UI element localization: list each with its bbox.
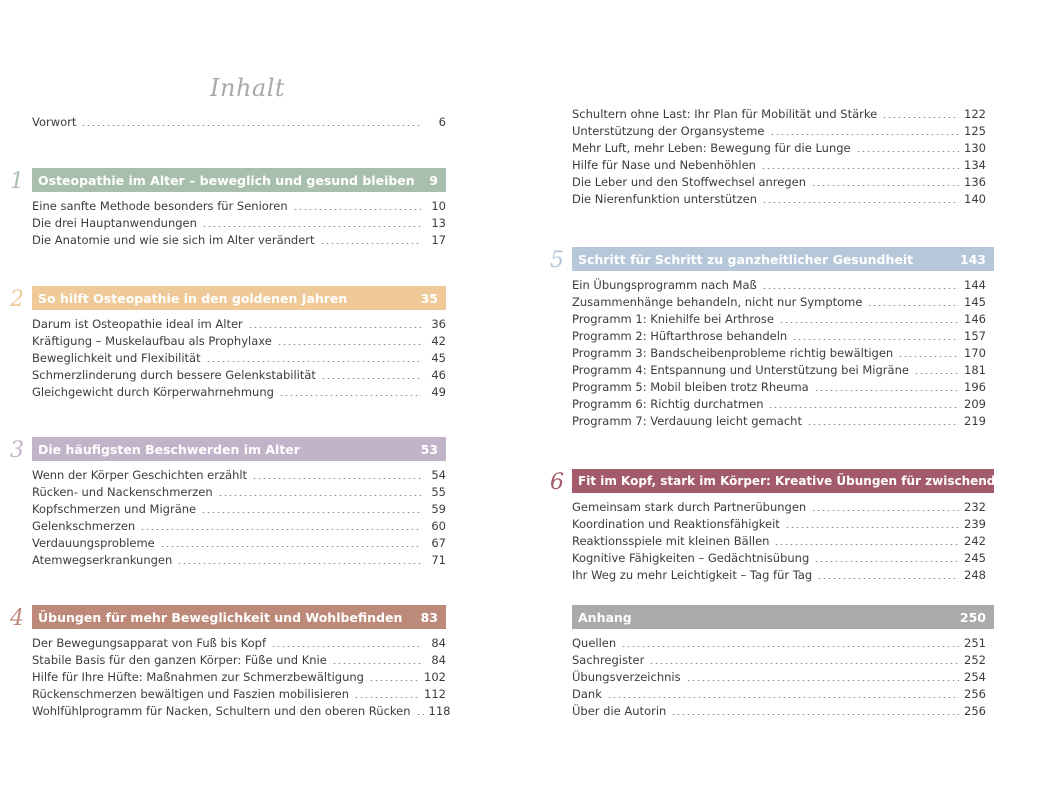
dot-leader	[621, 646, 959, 647]
entry-label: Zusammenhänge behandeln, nicht nur Symptome	[572, 295, 863, 309]
entry-label: Die Leber und den Stoffwechsel anregen	[572, 175, 806, 189]
dot-leader	[807, 424, 959, 425]
chapter-page: 250	[959, 609, 986, 625]
toc-entry[interactable]	[32, 633, 446, 650]
entry-page: 130	[964, 141, 986, 155]
toc-entry[interactable]	[572, 360, 986, 377]
entry-page: 181	[964, 363, 986, 377]
chapter-title: Fit im Kopf, stark im Körper: Kreative Übungen für zwischendurch	[578, 474, 1026, 488]
dot-leader	[867, 305, 959, 306]
dot-leader	[856, 151, 959, 152]
dot-leader	[369, 680, 419, 681]
entry-label: Eine sanfte Methode besonders für Senioren	[32, 199, 288, 213]
entry-page: 256	[964, 687, 986, 701]
entry-label: Sachregister	[572, 653, 645, 667]
entry-label: Schultern ohne Last: Ihr Plan für Mobilität und Stärke	[572, 107, 878, 121]
toc-entry[interactable]	[32, 667, 446, 684]
entry-label: Übungsverzeichnis	[572, 670, 681, 684]
entry-page: 59	[431, 502, 446, 516]
toc-entry[interactable]	[572, 411, 986, 428]
entry-label: Reaktionsspiele mit kleinen Bällen	[572, 534, 770, 548]
toc-entry[interactable]	[32, 465, 446, 482]
chapter-number: 4	[10, 606, 24, 631]
toc-entry[interactable]	[572, 189, 986, 206]
entry-page: 245	[964, 551, 986, 565]
entry-label: Hilfe für Nase und Nebenhöhlen	[572, 158, 756, 172]
entry-page: 46	[431, 368, 446, 382]
toc-entry[interactable]	[32, 516, 446, 533]
entry-label: Programm 6: Richtig durchatmen	[572, 397, 764, 411]
toc-entry[interactable]	[32, 213, 446, 230]
toc-entry[interactable]	[572, 121, 986, 138]
chapter-page: 35	[420, 290, 438, 306]
dot-leader	[779, 322, 959, 323]
toc-entry[interactable]	[572, 514, 986, 531]
chapter-heading-6[interactable]	[572, 469, 1051, 493]
entry-label: Die Anatomie und wie sie sich im Alter verändert	[32, 233, 315, 247]
toc-entry[interactable]	[32, 684, 446, 701]
entry-label: Mehr Luft, mehr Leben: Bewegung für die Lunge	[572, 141, 851, 155]
chapter-number: 5	[550, 248, 564, 273]
toc-right-column	[550, 0, 1051, 800]
toc-entry[interactable]	[572, 667, 986, 684]
chapter-heading-3[interactable]	[32, 437, 446, 461]
chapter-page: 9	[429, 172, 438, 188]
entry-label: Programm 3: Bandscheibenprobleme richtig bewältigen	[572, 346, 894, 360]
entry-page: 251	[964, 636, 986, 650]
chapter-page: 143	[959, 251, 986, 267]
dot-leader	[761, 168, 959, 169]
dot-leader	[814, 561, 959, 562]
entry-label: Ein Übungsprogramm nach Maß	[572, 278, 757, 292]
entry-page: 42	[431, 334, 446, 348]
dot-leader	[817, 578, 959, 579]
entry-label: Stabile Basis für den ganzen Körper: Füße und Knie	[32, 653, 327, 667]
dot-leader	[811, 185, 959, 186]
entry-page: 256	[964, 704, 986, 718]
entry-label: Atemwegserkrankungen	[32, 553, 173, 567]
dot-leader	[354, 697, 419, 698]
entry-page: 118	[428, 704, 451, 718]
toc-entry[interactable]	[32, 348, 446, 365]
entry-page: 67	[431, 536, 446, 550]
chapter-page: 83	[420, 609, 438, 625]
chapter-number: 2	[10, 287, 24, 312]
toc-entry[interactable]	[572, 275, 986, 292]
dot-leader	[649, 663, 959, 664]
toc-entry[interactable]	[32, 482, 446, 499]
entry-page: 122	[964, 107, 986, 121]
dot-leader	[279, 395, 421, 396]
entry-label: Unterstützung der Organsysteme	[572, 124, 765, 138]
entry-page: 6	[438, 115, 446, 129]
toc-entry[interactable]	[572, 684, 986, 701]
toc-entry[interactable]	[32, 499, 446, 516]
chapter-page: 231	[1025, 474, 1051, 488]
dot-leader	[898, 356, 959, 357]
entry-label: Die Nierenfunktion unterstützen	[572, 192, 758, 206]
dot-leader	[774, 544, 959, 545]
dot-leader	[248, 327, 421, 328]
toc-entry[interactable]	[572, 548, 986, 565]
toc-entry[interactable]	[32, 314, 446, 331]
chapter-title: Anhang	[578, 609, 632, 625]
entry-label: Programm 2: Hüftarthrose behandeln	[572, 329, 788, 343]
dot-leader	[321, 378, 421, 379]
toc-entry[interactable]	[572, 394, 986, 411]
chapter-heading-anhang[interactable]	[572, 605, 994, 629]
entry-page: 125	[964, 124, 986, 138]
toc-left-column	[10, 0, 451, 800]
entry-label: Ihr Weg zu mehr Leichtigkeit – Tag für Tag	[572, 568, 813, 582]
toc-entry[interactable]	[572, 565, 986, 582]
dot-leader	[762, 202, 959, 203]
entry-page: 102	[424, 670, 446, 684]
chapter-title: So hilft Osteopathie in den goldenen Jahren	[38, 290, 348, 306]
chapter-heading-1[interactable]	[32, 168, 446, 192]
entry-label: Beweglichkeit und Flexibilität	[32, 351, 201, 365]
dot-leader	[320, 243, 421, 244]
chapter-number: 3	[10, 438, 24, 463]
entry-label: Wenn der Körper Geschichten erzählt	[32, 468, 248, 482]
dot-leader	[332, 663, 421, 664]
chapter-title: Übungen für mehr Beweglichkeit und Wohlbefinden	[38, 609, 403, 625]
dot-leader	[140, 529, 421, 530]
entry-label: Gelenkschmerzen	[32, 519, 136, 533]
entry-label: Dank	[572, 687, 602, 701]
toc-entry[interactable]	[32, 382, 446, 399]
entry-page: 112	[424, 687, 446, 701]
entry-page: 10	[431, 199, 446, 213]
toc-entry[interactable]	[572, 343, 986, 360]
toc-entry[interactable]	[572, 377, 986, 394]
dot-leader	[607, 697, 959, 698]
dot-leader	[811, 510, 959, 511]
entry-page: 71	[431, 553, 446, 567]
entry-page: 54	[431, 468, 446, 482]
entry-page: 17	[431, 233, 446, 247]
dot-leader	[785, 527, 959, 528]
entry-page: 248	[964, 568, 986, 582]
dot-leader	[252, 478, 421, 479]
chapter-number: 1	[10, 169, 24, 194]
entry-label: Gemeinsam stark durch Partnerübungen	[572, 500, 807, 514]
toc-entry[interactable]	[572, 531, 986, 548]
entry-page: 146	[964, 312, 986, 326]
chapter-title: Osteopathie im Alter – beweglich und gesund bleiben	[38, 172, 415, 188]
entry-label: Kräftigung – Muskelaufbau als Prophylaxe	[32, 334, 272, 348]
chapter-title: Schritt für Schritt zu ganzheitlicher Gesundheit	[578, 251, 914, 267]
entry-page: 252	[964, 653, 986, 667]
dot-leader	[686, 680, 959, 681]
dot-leader	[770, 134, 960, 135]
chapter-heading-2[interactable]	[32, 286, 446, 310]
dot-leader	[81, 125, 421, 126]
toc-entry[interactable]	[32, 701, 451, 718]
toc-entry[interactable]	[572, 309, 986, 326]
entry-label: Schmerzlinderung durch bessere Gelenkstabilität	[32, 368, 316, 382]
dot-leader	[768, 407, 959, 408]
entry-label: Verdauungsprobleme	[32, 536, 155, 550]
entry-page: 145	[964, 295, 986, 309]
entry-label: Über die Autorin	[572, 704, 667, 718]
dot-leader	[201, 512, 421, 513]
entry-page: 209	[964, 397, 986, 411]
dot-leader	[792, 339, 959, 340]
entry-page: 254	[964, 670, 986, 684]
entry-page: 84	[431, 636, 446, 650]
dot-leader	[882, 117, 959, 118]
dot-leader	[914, 373, 959, 374]
toc-entry[interactable]	[572, 172, 986, 189]
dot-leader	[416, 714, 424, 715]
dot-leader	[271, 646, 421, 647]
entry-page: 242	[964, 534, 986, 548]
dot-leader	[293, 209, 421, 210]
chapter-heading-5[interactable]	[572, 247, 994, 271]
entry-label: Programm 4: Entspannung und Unterstützung bei Migräne	[572, 363, 909, 377]
chapter-heading-4[interactable]	[32, 605, 446, 629]
entry-label: Koordination und Reaktionsfähigkeit	[572, 517, 780, 531]
entry-label: Rücken- und Nackenschmerzen	[32, 485, 213, 499]
entry-page: 196	[964, 380, 986, 394]
entry-label: Programm 1: Kniehilfe bei Arthrose	[572, 312, 774, 326]
toc-entry[interactable]	[32, 230, 446, 247]
entry-page: 36	[431, 317, 446, 331]
entry-label: Hilfe für Ihre Hüfte: Maßnahmen zur Schmerzbewältigung	[32, 670, 364, 684]
toc-entry[interactable]	[32, 365, 446, 382]
entry-label: Vorwort	[32, 115, 77, 129]
entry-page: 219	[964, 414, 986, 428]
dot-leader	[206, 361, 421, 362]
dot-leader	[160, 546, 421, 547]
entry-label: Programm 7: Verdauung leicht gemacht	[572, 414, 802, 428]
entry-label: Wohlfühlprogramm für Nacken, Schultern und den oberen Rücken	[32, 704, 411, 718]
toc-entry[interactable]	[572, 497, 986, 514]
entry-page: 144	[964, 278, 986, 292]
toc-entry[interactable]	[572, 633, 986, 650]
entry-page: 170	[964, 346, 986, 360]
dot-leader	[671, 714, 959, 715]
entry-page: 45	[431, 351, 446, 365]
toc-entry[interactable]	[572, 701, 986, 718]
toc-entry[interactable]	[572, 326, 986, 343]
entry-label: Der Bewegungsapparat von Fuß bis Kopf	[32, 636, 267, 650]
toc-entry[interactable]	[32, 196, 446, 213]
entry-label: Die drei Hauptanwendungen	[32, 216, 197, 230]
entry-page: 157	[964, 329, 986, 343]
toc-entry[interactable]	[32, 550, 446, 567]
chapter-page: 53	[420, 441, 438, 457]
page-title: Inhalt	[210, 74, 286, 102]
toc-entry[interactable]	[572, 155, 986, 172]
entry-page: 140	[964, 192, 986, 206]
entry-page: 239	[964, 517, 986, 531]
entry-label: Kognitive Fähigkeiten – Gedächtnisübung	[572, 551, 810, 565]
entry-page: 49	[431, 385, 446, 399]
chapter-title: Die häufigsten Beschwerden im Alter	[38, 441, 300, 457]
entry-page: 60	[431, 519, 446, 533]
entry-page: 232	[964, 500, 986, 514]
dot-leader	[177, 563, 421, 564]
entry-page: 136	[964, 175, 986, 189]
dot-leader	[218, 495, 421, 496]
dot-leader	[277, 344, 421, 345]
toc-entry[interactable]	[572, 138, 986, 155]
toc-entry[interactable]	[32, 650, 446, 667]
dot-leader	[814, 390, 959, 391]
toc-entry[interactable]	[572, 292, 986, 309]
toc-entry[interactable]	[32, 331, 446, 348]
chapter-number: 6	[550, 470, 564, 495]
toc-entry[interactable]	[572, 650, 986, 667]
entry-label: Rückenschmerzen bewältigen und Faszien mobilisieren	[32, 687, 350, 701]
toc-entry-vorwort[interactable]	[32, 112, 446, 129]
dot-leader	[762, 288, 959, 289]
entry-label: Kopfschmerzen und Migräne	[32, 502, 197, 516]
entry-label: Programm 5: Mobil bleiben trotz Rheuma	[572, 380, 809, 394]
entry-label: Gleichgewicht durch Körperwahrnehmung	[32, 385, 274, 399]
entry-page: 84	[431, 653, 446, 667]
entry-label: Darum ist Osteopathie ideal im Alter	[32, 317, 243, 331]
entry-page: 55	[431, 485, 446, 499]
entry-label: Quellen	[572, 636, 617, 650]
toc-entry[interactable]	[572, 104, 986, 121]
dot-leader	[202, 226, 421, 227]
entry-page: 13	[431, 216, 446, 230]
entry-page: 134	[964, 158, 986, 172]
toc-entry[interactable]	[32, 533, 446, 550]
